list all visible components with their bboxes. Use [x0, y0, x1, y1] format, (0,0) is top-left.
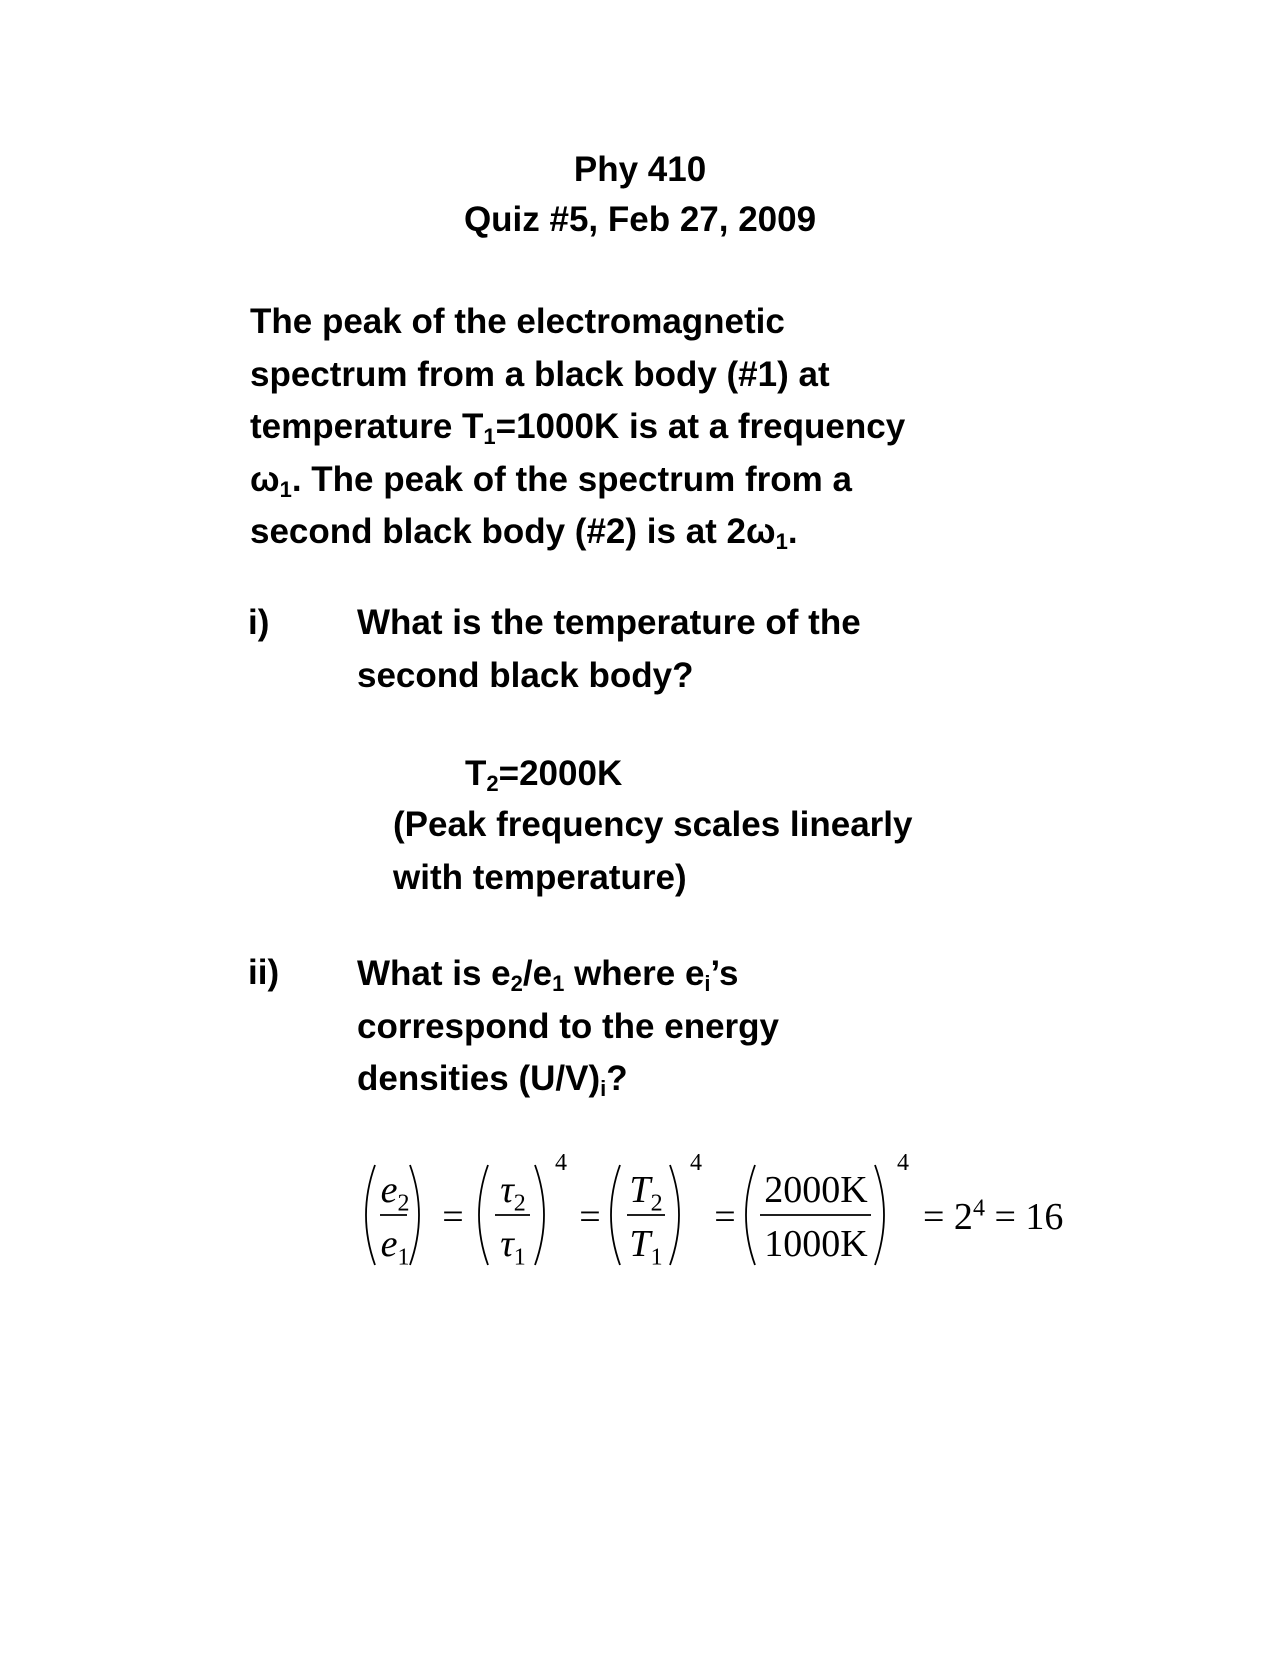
fraction-2-denominator: $\tau_1$: [500, 1223, 526, 1271]
fraction-2-numerator: $\tau_2$: [500, 1169, 526, 1217]
fraction-4-numerator: 2000K: [764, 1169, 868, 1211]
fraction-3-denominator: $T_1$: [629, 1223, 663, 1271]
fraction-3-numerator: $T_2$: [629, 1169, 663, 1217]
explanation-line: (Peak frequency scales linearly: [393, 805, 913, 844]
fraction-1-denominator: $e_1$: [380, 1223, 410, 1271]
question-line: What is the temperature of the: [357, 603, 861, 642]
question-line: correspond to the energy: [357, 1006, 780, 1046]
intro-line: spectrum from a black body (#1) at: [250, 354, 830, 394]
exponent: 4: [690, 1150, 702, 1176]
intro-line: temperature $T_1=1000K$ is at a frequency: [250, 407, 906, 449]
intro-line: second black body (#2) is at $2\omega_1$.: [250, 512, 798, 554]
exponent: 4: [555, 1150, 567, 1176]
exponent: 4: [897, 1150, 909, 1176]
course-title: Phy 410: [573, 150, 707, 189]
fraction-4-denominator: 1000K: [764, 1223, 868, 1265]
answer-1-explanation: [393, 799, 1193, 904]
question-2-label: ii): [248, 953, 280, 992]
answer-1: $T_2=2000K$: [465, 754, 623, 796]
question-1-label: i): [248, 603, 270, 642]
quiz-title: Quiz #5, Feb 27, 2009: [463, 200, 817, 239]
equals-sign: =: [714, 1196, 736, 1238]
equation-result: = $2^4 = 16$: [923, 1195, 1064, 1238]
question-line: second black body?: [357, 655, 694, 695]
question-1-text: [357, 597, 1157, 702]
question-line: densities $(U/V)_i$?: [357, 1059, 628, 1101]
explanation-line: with temperature): [393, 857, 687, 897]
equals-sign: =: [442, 1196, 464, 1238]
intro-line: $\omega_1$. The peak of the spectrum from a: [250, 459, 852, 502]
equals-sign: =: [579, 1196, 601, 1238]
intro-line: The peak of the electromagnetic: [250, 302, 785, 341]
question-2-text: [357, 948, 1157, 1106]
energy-ratio-equation: [355, 1150, 1075, 1280]
question-line: What is $e_2/e_1$ where $e_i’s$: [357, 954, 739, 996]
fraction-1-numerator: $e_2$: [380, 1169, 410, 1217]
intro-paragraph: [250, 296, 1150, 559]
